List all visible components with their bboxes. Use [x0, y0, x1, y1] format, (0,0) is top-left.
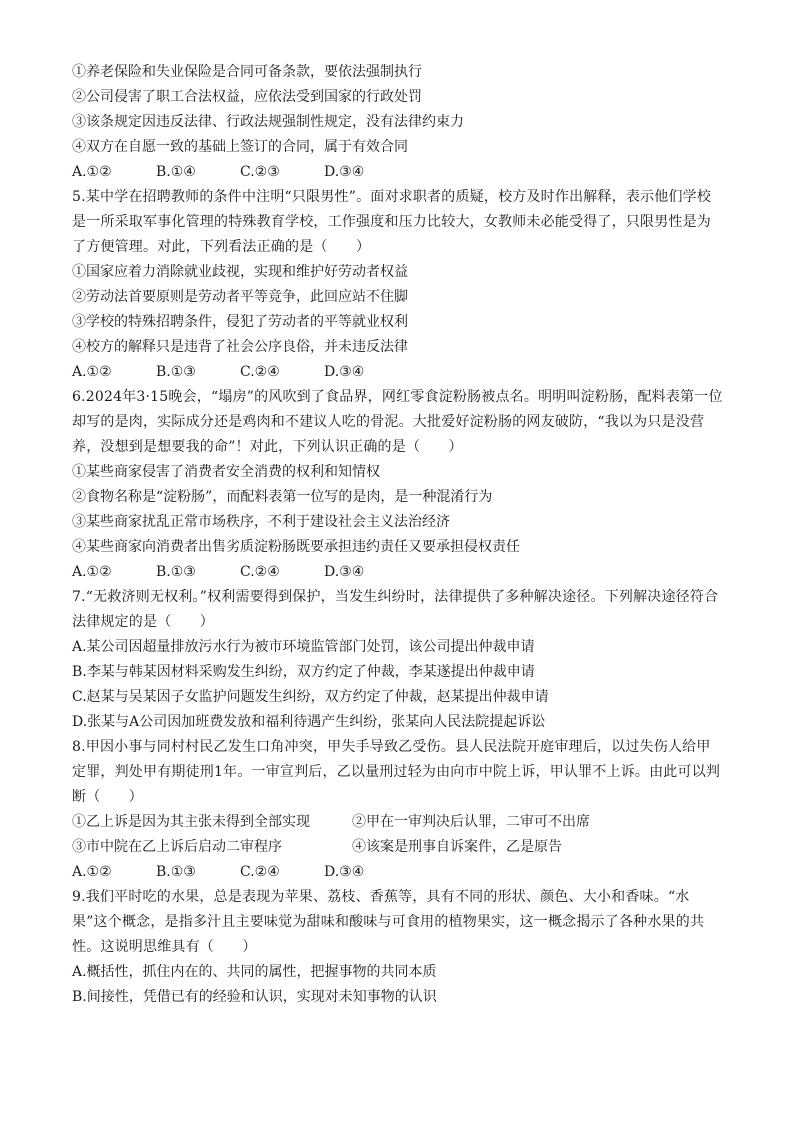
q8-options-row-2: [72, 835, 724, 860]
q4-option-4: ④双方在自愿一致的基础上签订的合同，属于有效合同: [72, 139, 408, 155]
exam-page: [72, 60, 724, 1010]
q5-option-1: ①国家应着力消除就业歧视，实现和维护好劳动者权益: [72, 264, 408, 280]
q8-option-2: ②甲在一审判决后认罪，二审可不出席: [352, 814, 590, 830]
q5-choice-a: A.①②: [72, 364, 112, 380]
q5-option-3: ③学校的特殊招聘条件，侵犯了劳动者的平等就业权利: [72, 314, 408, 330]
q7-option-a: A.某公司因超量排放污水行为被市环境监管部门处罚，该公司提出仲裁申请: [72, 639, 535, 655]
q8-option-3: ③市中院在乙上诉后启动二审程序: [72, 839, 282, 855]
q8-choice-b: B.①③: [156, 864, 196, 880]
q6-choices: [72, 560, 724, 585]
q8-option-4: ④该案是刑事自诉案件，乙是原告: [352, 839, 562, 855]
q4-choice-d: D.③④: [324, 164, 365, 180]
q6-choice-b: B.①③: [156, 564, 196, 580]
q9-option-a: A.概括性，抓住内在的、共同的属性，把握事物的共同本质: [72, 964, 437, 980]
q5-choice-c: C.②④: [240, 364, 280, 380]
q5-stem: 5.某中学在招聘教师的条件中注明“只限男性”。面对求职者的质疑，校方及时作出解释，表示他们学校是一所采取军事化管理的特殊教育学校，工作强度和压力比较大，女教师未必能受得了，只限男性是为了方便管理。对此，下列看法正确的是（ ）: [72, 189, 712, 255]
q8-choice-c: C.②④: [240, 864, 280, 880]
q4-option-3: ③该条规定因违反法律、行政法规强制性规定，没有法律约束力: [72, 114, 464, 130]
q6-choice-a: A.①②: [72, 564, 112, 580]
q8-option-1: ①乙上诉是因为其主张未得到全部实现: [72, 814, 310, 830]
q4-choice-b: B.①④: [156, 164, 196, 180]
q5-option-2: ②劳动法首要原则是劳动者平等竞争，此回应站不住脚: [72, 289, 408, 305]
q5-choice-b: B.①③: [156, 364, 196, 380]
q6-option-2: ②食物名称是“淀粉肠”，而配料表第一位写的是肉，是一种混淆行为: [72, 489, 493, 505]
q6-stem: 6.2024年3·15晚会，“塌房”的风吹到了食品界，网红零食淀粉肠被点名。明明叫淀粉肠，配料表第一位却写的是肉，实际成分还是鸡肉和不建议人吃的骨泥。大批爱好淀粉肠的网友破防，“我以为只是没营养，没想到是想要我的命”！对此，下列认识正确的是（ ）: [72, 389, 723, 455]
q8-choice-a: A.①②: [72, 864, 112, 880]
q7-option-b: B.李某与韩某因材料采购发生纠纷，双方约定了仲裁，李某遂提出仲裁申请: [72, 664, 535, 680]
q4-option-2: ②公司侵害了职工合法权益，应依法受到国家的行政处罚: [72, 89, 422, 105]
q8-stem: 8.甲因小事与同村村民乙发生口角冲突，甲失手导致乙受伤。县人民法院开庭审理后，以过失伤人给甲定罪，判处甲有期徒刑1年。一审宣判后，乙以量刑过轻为由向市中院上诉，甲认罪不上诉。由此可以判断（ ）: [72, 739, 721, 805]
q6-choice-d: D.③④: [324, 564, 365, 580]
q4-choice-c: C.②③: [240, 164, 280, 180]
q8-choice-d: D.③④: [324, 864, 365, 880]
q5-choices: [72, 360, 724, 385]
q6-option-3: ③某些商家扰乱正常市场秩序，不利于建设社会主义法治经济: [72, 514, 450, 530]
q4-choices: [72, 160, 724, 185]
q6-option-1: ①某些商家侵害了消费者安全消费的权利和知情权: [72, 464, 380, 480]
q4-choice-a: A.①②: [72, 164, 112, 180]
q7-option-c: C.赵某与吴某因子女监护问题发生纠纷，双方约定了仲裁，赵某提出仲裁申请: [72, 689, 549, 705]
q8-choices: [72, 860, 724, 885]
q7-option-d: D.张某与A公司因加班费发放和福利待遇产生纠纷，张某向人民法院提起诉讼: [72, 714, 546, 730]
q5-option-4: ④校方的解释只是违背了社会公序良俗，并未违反法律: [72, 339, 408, 355]
q9-option-b: B.间接性，凭借已有的经验和认识，实现对未知事物的认识: [72, 989, 437, 1005]
q6-choice-c: C.②④: [240, 564, 280, 580]
q7-stem: 7.“无救济则无权利。”权利需要得到保护，当发生纠纷时，法律提供了多种解决途径。下列解决途径符合法律规定的是（ ）: [72, 589, 719, 630]
q9-stem: 9.我们平时吃的水果，总是表现为苹果、荔枝、香蕉等，具有不同的形状、颜色、大小和香味。“水果”这个概念，是指多汁且主要味觉为甜味和酸味与可食用的植物果实，这一概念揭示了各种水果的共性。这说明思维具有（ ）: [72, 889, 705, 955]
q5-choice-d: D.③④: [324, 364, 365, 380]
q4-option-1: ①养老保险和失业保险是合同可备条款，要依法强制执行: [72, 64, 422, 80]
q6-option-4: ④某些商家向消费者出售劣质淀粉肠既要承担违约责任又要承担侵权责任: [72, 539, 520, 555]
q8-options-row-1: [72, 810, 724, 835]
